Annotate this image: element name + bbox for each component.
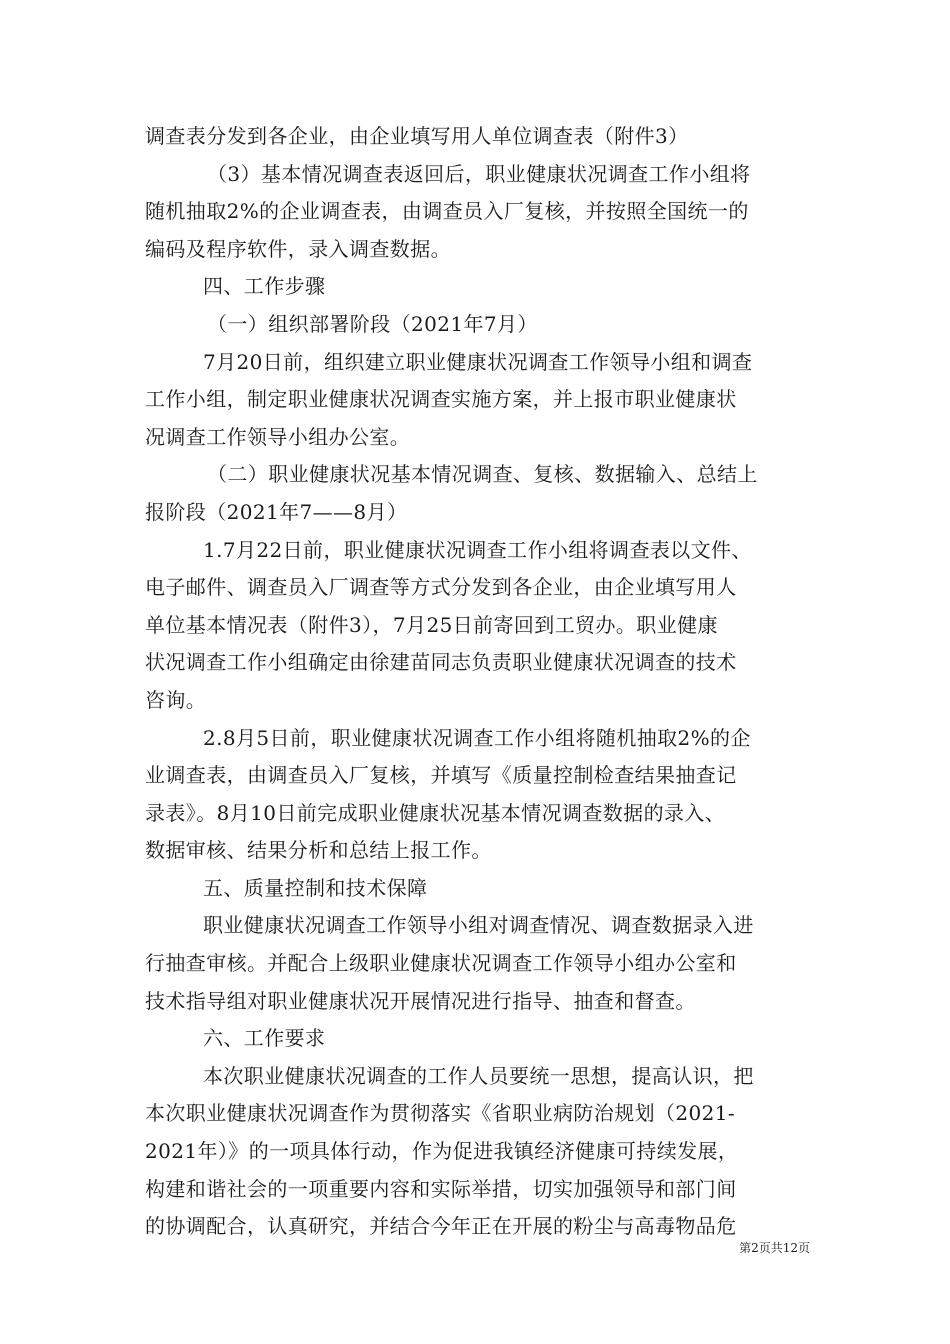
subsection-heading: （一）组织部署阶段（2021年7月） (207, 311, 538, 336)
body-text (145, 118, 810, 1246)
text-line: 工作小组，制定职业健康状况调查实施方案，并上报市职业健康状 (145, 387, 737, 412)
text-line: 编码及程序软件，录入调查数据。 (145, 236, 451, 261)
page-number-footer: 第2页共12页 (739, 1241, 810, 1255)
text-line: 构建和谐社会的一项重要内容和实际举措，切实加强领导和部门间 (145, 1176, 737, 1201)
text-line: 调查表分发到各企业，由企业填写用人单位调查表（附件3） (145, 124, 689, 148)
text-line: 随机抽取2%的企业调查表，由调查员入厂复核，并按照全国统一的 (145, 199, 749, 224)
text-line: 电子邮件、调查员入厂调查等方式分发到各企业，由企业填写用人 (145, 575, 737, 600)
text-line: 1.7月22日前，职业健康状况调查工作小组将调查表以文件、 (203, 537, 752, 562)
text-line: 单位基本情况表（附件3），7月25日前寄回到工贸办。职业健康 (145, 612, 718, 637)
text-line: （3）基本情况调查表返回后，职业健康状况调查工作小组将 (207, 161, 751, 186)
text-line: 技术指导组对职业健康状况开展情况进行指导、抽查和督查。 (145, 988, 696, 1013)
text-line: 2021年）》的一项具体行动，作为促进我镇经济健康可持续发展， (145, 1139, 739, 1164)
text-line: 业调查表，由调查员入厂复核，并填写《质量控制检查结果抽查记 (145, 763, 737, 788)
text-line: 的协调配合，认真研究，并结合今年正在开展的粉尘与高毒物品危 (145, 1214, 737, 1239)
text-line: 本次职业健康状况调查作为贯彻落实《省职业病防治规划（2021- (145, 1101, 736, 1126)
text-line: 状况调查工作小组确定由徐建苗同志负责职业健康状况调查的技术 (145, 650, 737, 675)
text-line: 况调查工作领导小组办公室。 (145, 424, 411, 449)
text-line: 职业健康状况调查工作领导小组对调查情况、调查数据录入进 (203, 913, 754, 938)
text-line: 行抽查审核。并配合上级职业健康状况调查工作领导小组办公室和 (145, 951, 737, 976)
text-line: 报阶段（2021年7——8月） (145, 499, 408, 524)
section-heading: 五、质量控制和技术保障 (203, 875, 428, 900)
text-line: 录表》。8月10日前完成职业健康状况基本情况调查数据的录入、 (145, 800, 726, 825)
text-line: 咨询。 (145, 687, 207, 712)
section-heading: 六、工作要求 (203, 1026, 326, 1051)
text-line: 7月20日前，组织建立职业健康状况调查工作领导小组和调查 (203, 349, 753, 374)
text-line: 本次职业健康状况调查的工作人员要统一思想，提高认识，把 (203, 1063, 754, 1088)
section-heading: 四、工作步骤 (203, 274, 326, 299)
subsection-heading: （二）职业健康状况基本情况调查、复核、数据输入、总结上 (207, 462, 758, 487)
text-line: 2.8月5日前，职业健康状况调查工作小组将随机抽取2%的企 (203, 725, 751, 750)
text-line: 数据审核、结果分析和总结上报工作。 (145, 838, 492, 863)
